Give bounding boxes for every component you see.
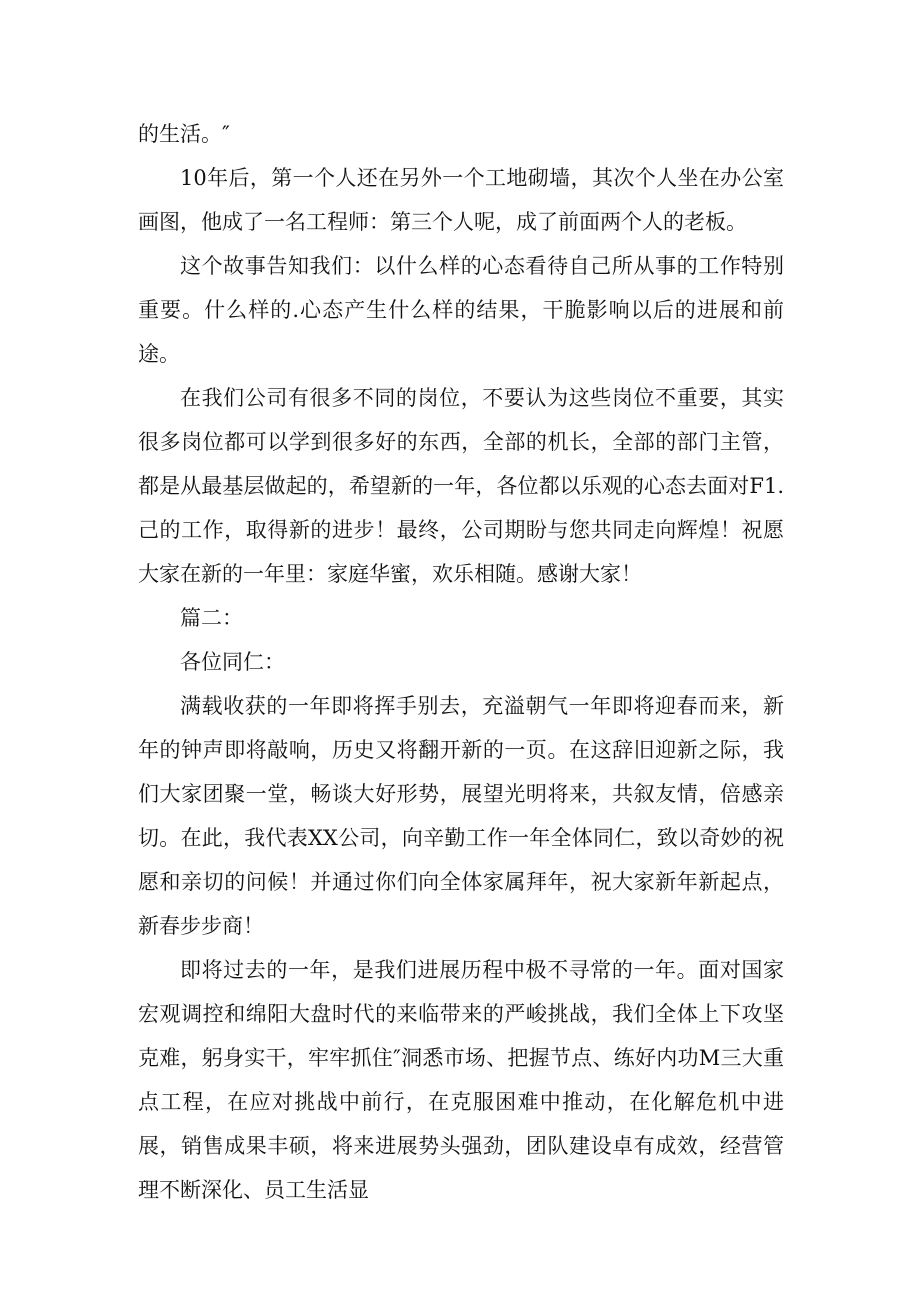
paragraph-continuation: 的生活。″ bbox=[138, 122, 230, 146]
document-body bbox=[138, 112, 784, 1212]
paragraph-new-year-greeting: 满载收获的一年即将挥手别去，充溢朝气一年即将迎春而来，新年的钟声即将敲响，历史又将翻开新的一页。在这辞旧迎新之际，我们大家团聚一堂，畅谈大好形势，展望光明将来，共叙友情，倍感亲切。在此，我代表XX公司，向辛勤工作一年全体同仁，致以奇妙的祝愿和亲切的问候！并通过你们向全体家属拜年，祝大家新年新起点，新春步步商！ bbox=[138, 694, 784, 938]
paragraph-story-lesson: 这个故事告知我们：以什么样的心态看待自己所从事的工作特别重要。什么样的.心态产生什么样的结果，干脆影响以后的进展和前途。 bbox=[138, 254, 784, 366]
paragraph-company-positions: 在我们公司有很多不同的岗位，不要认为这些岗位不重要，其实很多岗位都可以学到很多好的东西，全部的机长，全部的部门主管，都是从最基层做起的，希望新的一年，各位都以乐观的心态去面对F1.己的工作，取得新的进步！最终，公司期盼与您共同走向辉煌！祝愿大家在新的一年里：家庭华蜜，欢乐相随。感谢大家！ bbox=[138, 386, 784, 586]
section-heading-part-two: 篇二： bbox=[180, 606, 243, 630]
paragraph-ten-years-later: 10年后，第一个人还在另外一个工地砌墙，其次个人坐在办公室画图，他成了一名工程师：第三个人呢，成了前面两个人的老板。 bbox=[138, 166, 784, 234]
salutation: 各位同仁： bbox=[180, 650, 285, 674]
paragraph-past-year-review: 即将过去的一年，是我们进展历程中极不寻常的一年。面对国家宏观调控和绵阳大盘时代的来临带来的严峻挑战，我们全体上下攻坚克难，躬身实干，牢牢抓住″洞悉市场、把握节点、练好内功M三大重点工程，在应对挑战中前行，在克服困难中推动，在化解危机中进展，销售成果丰硕，将来进展势头强劲，团队建设卓有成效，经营管理不断深化、员工生活显 bbox=[138, 958, 784, 1202]
